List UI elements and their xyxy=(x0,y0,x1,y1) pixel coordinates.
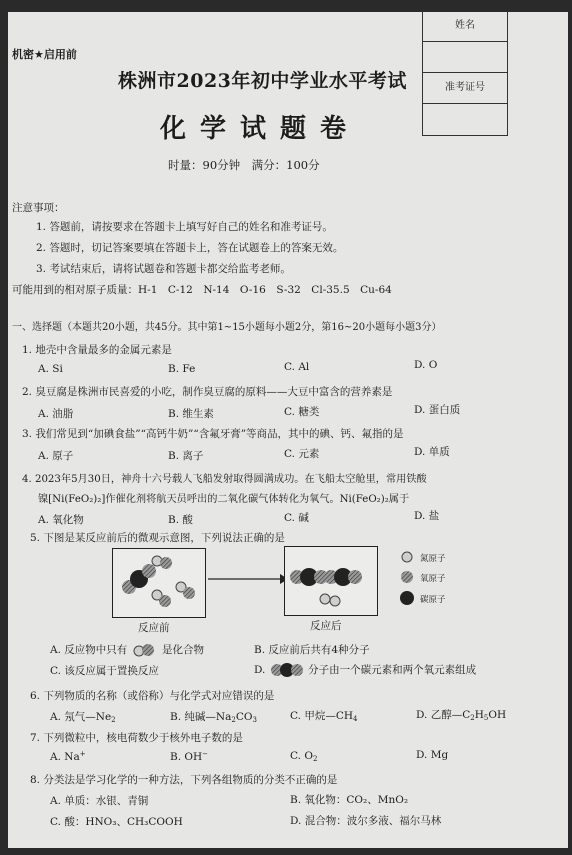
candidate-info-box xyxy=(422,12,508,136)
legend-icons xyxy=(398,548,416,610)
q6-option-d: D. 乙醇$—C_2H_5OH$ xyxy=(416,709,507,722)
question-5-stem: 5. 下图是某反应前后的微观示意图，下列说法正确的是 xyxy=(30,532,285,544)
confidential-mark: 机密★启用前 xyxy=(12,48,77,61)
co2-molecule-icon xyxy=(269,663,305,677)
section-heading: 一、选择题（本题共20小题，共45分。其中第1~15小题每小题2分，第16~20小题每小题3分） xyxy=(12,322,442,333)
after-molecules xyxy=(285,547,377,615)
note-item: 2. 答题时，切记答案要填在答题卡上，答在试题卷上的答案无效。 xyxy=(36,242,344,254)
q6-option-b: B. 纯碱$—Na_2CO_3$ xyxy=(170,711,257,724)
no-molecule-icon xyxy=(131,643,159,657)
before-label: 反应前 xyxy=(138,622,170,634)
question-7-stem: 7. 下列微粒中，核电荷数少于核外电子数的是 xyxy=(30,732,243,744)
q2-option-a: A. 油脂 xyxy=(38,408,74,420)
after-reaction-box xyxy=(284,546,378,616)
id-field xyxy=(423,104,507,134)
before-reaction-box xyxy=(112,548,206,618)
question-4-stem-line2: 镍[Ni(FeO₂)₂]作催化剂将航天员呼出的二氧化碳气体转化为氧气。Ni(FeO₂)₂属于 xyxy=(38,494,410,505)
q7-option-d: D. Mg xyxy=(416,749,449,761)
q3-option-d: D. 单质 xyxy=(414,446,450,458)
atomic-masses: 可能用到的相对原子质量：H-1 C-12 N-14 O-16 S-32 Cl-35.5 Cu-64 xyxy=(12,284,392,296)
question-1-stem: 1. 地壳中含量最多的金属元素是 xyxy=(22,344,172,356)
q8-option-a: A. 单质：水银、青铜 xyxy=(50,795,149,807)
note-item: 1. 答题前，请按要求在答题卡上填写好自己的姓名和准考证号。 xyxy=(36,221,333,233)
time-info: 时量：90分钟 满分：100分 xyxy=(168,158,320,172)
before-molecules xyxy=(113,549,205,617)
exam-paper xyxy=(8,12,568,848)
q2-option-b: B. 维生素 xyxy=(168,408,214,420)
name-field xyxy=(423,42,507,73)
question-4-stem-line1: 4. 2023年5月30日，神舟十六号载人飞船发射取得圆满成功。在飞船太空舱里，常用铁酸 xyxy=(22,474,427,485)
notes-heading: 注意事项： xyxy=(12,202,65,214)
q7-option-b: B. OH− xyxy=(170,750,209,763)
q5-option-c: C. 该反应属于置换反应 xyxy=(50,665,159,677)
q3-option-a: A. 原子 xyxy=(38,450,74,462)
q8-option-d: D. 混合物：波尔多液、福尔马林 xyxy=(290,815,442,827)
oxygen-atom xyxy=(160,557,172,569)
q1-option-d: D. O xyxy=(414,359,438,371)
q8-option-c: C. 酸：HNO₃、CH₃COOH xyxy=(50,816,183,828)
oxygen-legend-icon xyxy=(401,571,413,583)
exam-title: 株洲市2023年初中学业水平考试 xyxy=(118,70,407,92)
q4-option-d: D. 盐 xyxy=(414,510,440,522)
question-6-stem: 6. 下列物质的名称（或俗称）与化学式对应错误的是 xyxy=(30,690,275,702)
q2-option-c: C. 糖类 xyxy=(284,406,320,418)
q4-option-b: B. 酸 xyxy=(168,514,193,526)
q1-option-b: B. Fe xyxy=(168,363,196,375)
legend-carbon: 碳原子 xyxy=(420,595,446,605)
q5-option-d: D. 分子由一个碳元素和两个氧元素组成 xyxy=(254,664,477,676)
nitrogen-legend-icon xyxy=(402,552,412,562)
question-8-stem: 8. 分类法是学习化学的一种方法，下列各组物质的分类不正确的是 xyxy=(30,774,338,786)
legend-oxygen: 氧原子 xyxy=(420,574,446,584)
q2-option-d: D. 蛋白质 xyxy=(414,404,461,416)
q7-option-a: A. Na+ xyxy=(50,750,86,763)
question-2-stem: 2. 臭豆腐是株洲市民喜爱的小吃，制作臭豆腐的原料——大豆中富含的营养素是 xyxy=(22,386,393,398)
q6-option-a: A. 氖气$—Ne_2$ xyxy=(50,711,116,724)
legend-nitrogen: 氮原子 xyxy=(420,554,446,564)
reaction-arrow xyxy=(208,572,288,586)
question-3-stem: 3. 我们常见到“加碘食盐”“高钙牛奶”“含氟牙膏”等商品，其中的碘、钙、氟指的是 xyxy=(22,428,404,440)
q8-option-b: B. 氧化物：CO₂、MnO₂ xyxy=(290,794,409,806)
q6-option-c: C. 甲烷$—CH_4$ xyxy=(290,710,358,723)
q1-option-c: C. Al xyxy=(284,361,310,373)
oxygen-atom xyxy=(142,564,156,578)
id-label: 准考证号 xyxy=(423,73,507,104)
after-label: 反应后 xyxy=(310,620,342,632)
q1-option-a: A. Si xyxy=(38,363,63,375)
oxygen-atom xyxy=(183,587,195,599)
oxygen-atom xyxy=(159,595,171,607)
q3-option-c: C. 元素 xyxy=(284,448,320,460)
q7-option-c: C. $O_2$ xyxy=(290,750,318,763)
note-item: 3. 考试结束后，请将试题卷和答题卡都交给监考老师。 xyxy=(36,263,291,275)
name-label: 姓名 xyxy=(423,12,507,42)
q4-option-c: C. 碱 xyxy=(284,512,309,524)
q5-option-a: A. 反应物中只有 是化合物 xyxy=(50,644,204,656)
carbon-legend-icon xyxy=(400,591,414,605)
q4-option-a: A. 氧化物 xyxy=(38,514,84,526)
q3-option-b: B. 离子 xyxy=(168,450,204,462)
exam-subtitle: 化学试题卷 xyxy=(160,114,361,144)
q5-option-b: B. 反应前后共有4种分子 xyxy=(254,644,370,656)
